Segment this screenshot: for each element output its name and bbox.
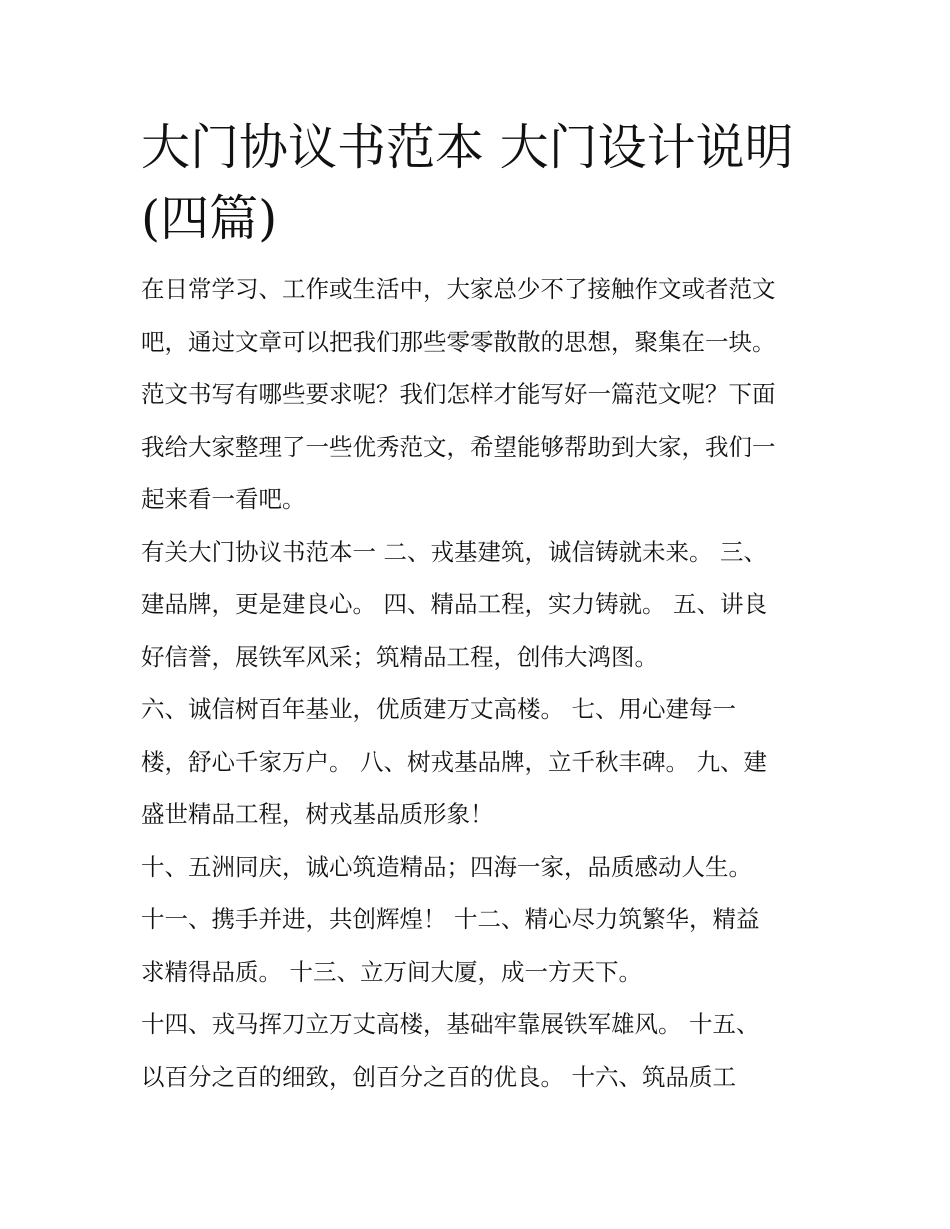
text-line: 楼，舒心千家万户。 八、树戎基品牌，立千秋丰碑。 九、建 bbox=[141, 747, 767, 776]
text-line: 十四、戎马挥刀立万丈高楼，基础牢靠展铁军雄风。 十五、 bbox=[141, 1010, 760, 1038]
document-content bbox=[141, 112, 831, 1103]
text-line: 在日常学习、工作或生活中，大家总少不了接触作文或者范文 bbox=[141, 275, 776, 303]
text-line: 起来看一看吧。 bbox=[141, 485, 306, 513]
text-line: 吧，通过文章可以把我们那些零零散散的思想，聚集在一块。 bbox=[141, 327, 776, 356]
text-line: 范文书写有哪些要求呢？我们怎样才能写好一篇范文呢？下面 bbox=[141, 380, 776, 408]
text-line: 我给大家整理了一些优秀范文，希望能够帮助到大家，我们一 bbox=[141, 432, 776, 461]
title-line: 大门协议书范本 大门设计说明 bbox=[141, 119, 794, 176]
title-line: (四篇) bbox=[141, 190, 278, 247]
text-line: 盛世精品工程，树戎基品质形象！ bbox=[141, 800, 494, 828]
text-line: 六、诚信树百年基业，优质建万丈高楼。 七、用心建每一 bbox=[141, 695, 736, 723]
text-line: 有关大门协议书范本一 二、戎基建筑，诚信铸就未来。 三、 bbox=[141, 537, 767, 566]
text-line: 建品牌，更是建良心。 四、精品工程，实力铸就。 五、讲良 bbox=[141, 590, 767, 618]
text-line: 十、五洲同庆，诚心筑造精品；四海一家，品质感动人生。 bbox=[141, 852, 752, 881]
document-title bbox=[141, 112, 831, 254]
document-body bbox=[141, 263, 831, 1103]
text-line: 以百分之百的细致，创百分之百的优良。 十六、筑品质工 bbox=[141, 1062, 736, 1091]
text-line: 十一、携手并进，共创辉煌！ 十二、精心尽力筑繁华，精益 bbox=[141, 905, 760, 933]
text-line: 求精得品质。 十三、立万间大厦，成一方天下。 bbox=[141, 957, 642, 986]
text-line: 好信誉，展铁军风采；筑精品工程，创伟大鸿图。 bbox=[141, 642, 658, 671]
